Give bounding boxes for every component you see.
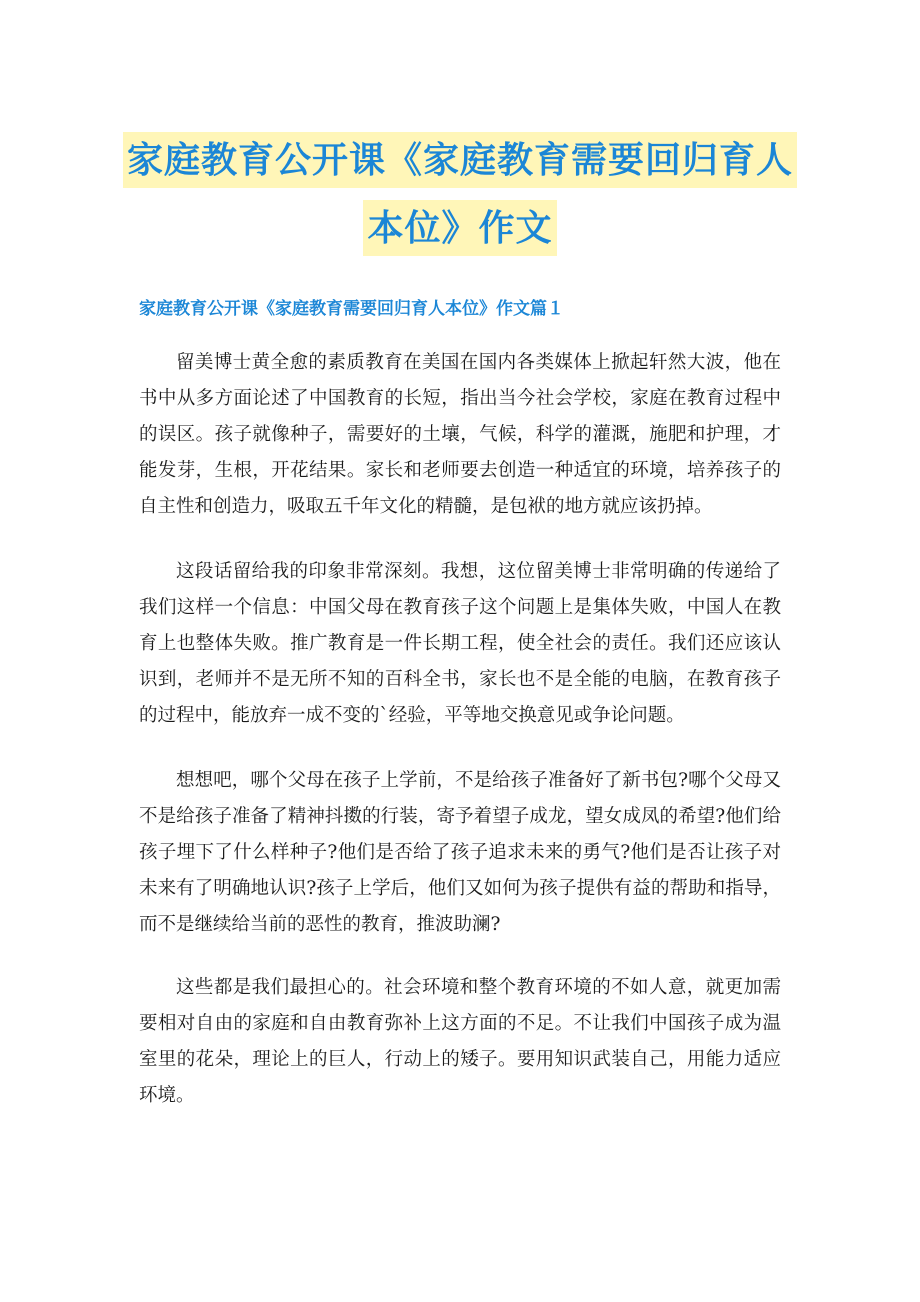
title-line-1: 家庭教育公开课《家庭教育需要回归育人	[123, 132, 797, 188]
section-heading: 家庭教育公开课《家庭教育需要回归育人本位》作文篇１	[139, 299, 564, 319]
title-line-2: 本位》作文	[363, 200, 556, 256]
paragraph-4: 这些都是我们最担心的。社会环境和整个教育环境的不如人意，就更加需要相对自由的家庭和自由教育弥补上这方面的不足。不让我们中国孩子成为温室里的花朵，理论上的巨人，行动上的矮子。要用知识武装自己，用能力适应环境。	[139, 977, 781, 1106]
paragraph-1: 留美博士黄全愈的素质教育在美国在国内各类媒体上掀起轩然大波，他在书中从多方面论述了中国教育的长短，指出当今社会学校，家庭在教育过程中的误区。孩子就像种子，需要好的土壤，气候，科学的灌溉，施肥和护理，才能发芽，生根，开花结果。家长和老师要去创造一种适宜的环境，培养孩子的自主性和创造力，吸取五千年文化的精髓，是包袱的地方就应该扔掉。	[139, 352, 781, 517]
paragraph-3: 想想吧，哪个父母在孩子上学前，不是给孩子准备好了新书包?哪个父母又不是给孩子准备了精神抖擞的行装，寄予着望子成龙，望女成凤的希望?他们给孩子埋下了什么样种子?他们是否给了孩子追求未来的勇气?他们是否让孩子对未来有了明确地认识?孩子上学后，他们又如何为孩子提供有益的帮助和指导，而不是继续给当前的恶性的教育，推波助澜?	[139, 770, 781, 935]
paragraph-2: 这段话留给我的印象非常深刻。我想，这位留美博士非常明确的传递给了我们这样一个信息：中国父母在教育孩子这个问题上是集体失败，中国人在教育上也整体失败。推广教育是一件长期工程，使全社会的责任。我们还应该认识到，老师并不是无所不知的百科全书，家长也不是全能的电脑，在教育孩子的过程中，能放弃一成不变的`经验，平等地交换意见或争论问题。	[139, 561, 781, 726]
document-title	[0, 120, 920, 256]
